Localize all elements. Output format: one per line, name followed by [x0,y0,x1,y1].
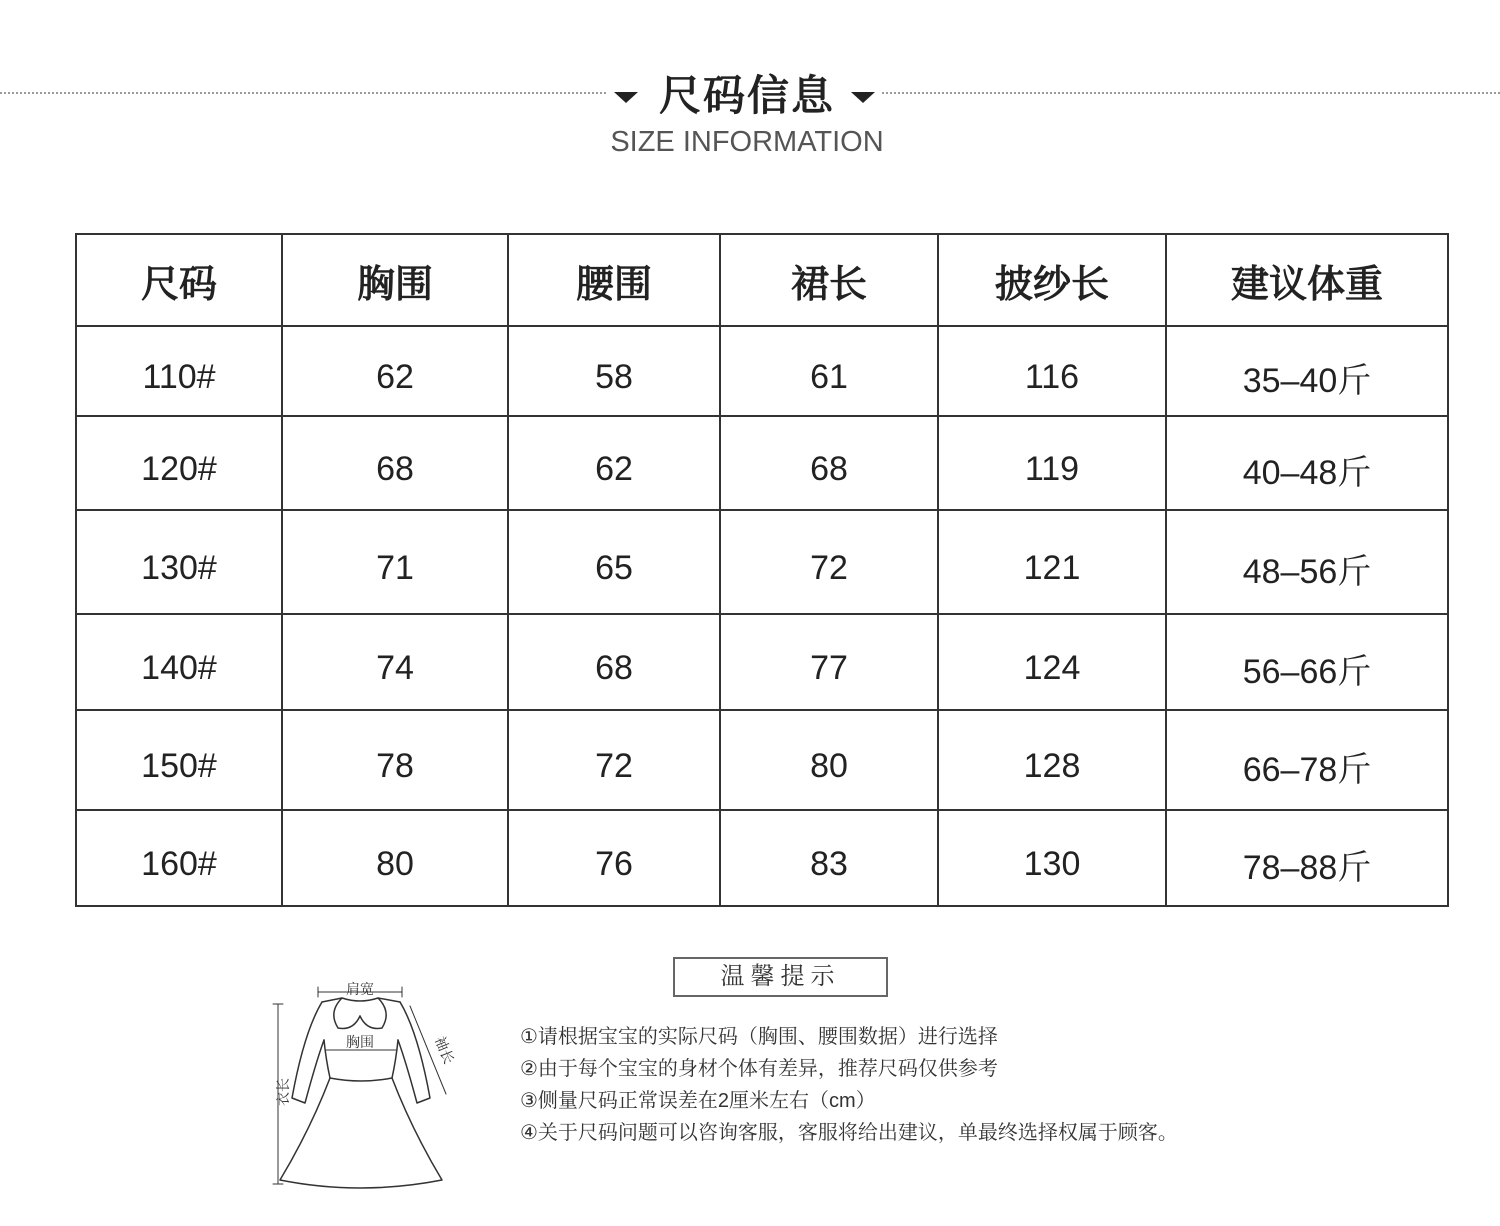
cell-skirt-length: 61 [720,326,938,416]
cell-chest: 80 [282,810,508,906]
header-cell-weight: 建议体重 [1166,234,1448,326]
chest-label: 胸围 [346,1035,374,1051]
cell-waist: 76 [508,810,720,906]
cell-weight: 56–66斤 [1166,614,1448,710]
cell-skirt-length: 80 [720,710,938,810]
tip-item: ④关于尺码问题可以咨询客服，客服将给出建议，单最终选择权属于顾客。 [520,1122,1178,1144]
cell-waist: 58 [508,326,720,416]
cell-veil-length: 128 [938,710,1166,810]
cell-skirt-length: 77 [720,614,938,710]
cell-size: 120# [76,416,282,510]
cell-weight: 40–48斤 [1166,416,1448,510]
tip-item: ③侧量尺码正常误差在2厘米左右（cm） [520,1090,876,1112]
header-cell-waist: 腰围 [508,234,720,326]
shoulder-width-label: 肩宽 [346,982,374,998]
cell-skirt-length: 83 [720,810,938,906]
cell-skirt-length: 68 [720,416,938,510]
cell-chest: 74 [282,614,508,710]
header-cell-chest: 胸围 [282,234,508,326]
table-row [76,510,1448,614]
tip-item: ①请根据宝宝的实际尺码（胸围、腰围数据）进行选择 [520,1026,998,1048]
table-row [76,614,1448,710]
cell-waist: 62 [508,416,720,510]
cell-waist: 65 [508,510,720,614]
tips-title: 温馨提示 [673,957,888,997]
page-title: 尺码信息 [658,72,835,119]
table-row [76,416,1448,510]
cell-veil-length: 121 [938,510,1166,614]
cell-weight: 78–88斤 [1166,810,1448,906]
divider-dotted-right [882,92,1500,94]
tips-list [520,1021,1420,1149]
cell-chest: 62 [282,326,508,416]
divider-dotted-left [0,92,606,94]
cell-weight: 35–40斤 [1166,326,1448,416]
header-cell-size: 尺码 [76,234,282,326]
cell-veil-length: 119 [938,416,1166,510]
cell-chest: 68 [282,416,508,510]
header-cell-skirt-length: 裙长 [720,234,938,326]
sleeve-length-label: 袖长 [431,1034,457,1067]
cell-size: 150# [76,710,282,810]
table-row [76,326,1448,416]
dress-icon [260,970,470,1196]
cell-waist: 72 [508,710,720,810]
cell-veil-length: 130 [938,810,1166,906]
table-row [76,810,1448,906]
tip-item: ②由于每个宝宝的身材个体有差异，推荐尺码仅供参考 [520,1058,998,1080]
size-table [75,233,1449,907]
dress-measurement-diagram [260,970,470,1196]
header-cell-veil-length: 披纱长 [938,234,1166,326]
page-subtitle: SIZE INFORMATION [610,126,884,158]
cell-weight: 66–78斤 [1166,710,1448,810]
cell-weight: 48–56斤 [1166,510,1448,614]
cell-size: 110# [76,326,282,416]
cell-size: 140# [76,614,282,710]
cell-skirt-length: 72 [720,510,938,614]
cell-waist: 68 [508,614,720,710]
garment-length-label: 衣长 [276,1078,292,1106]
table-header-row [76,234,1448,326]
cell-veil-length: 116 [938,326,1166,416]
cell-size: 130# [76,510,282,614]
cell-size: 160# [76,810,282,906]
cell-veil-length: 124 [938,614,1166,710]
cell-chest: 78 [282,710,508,810]
cell-chest: 71 [282,510,508,614]
table-row [76,710,1448,810]
